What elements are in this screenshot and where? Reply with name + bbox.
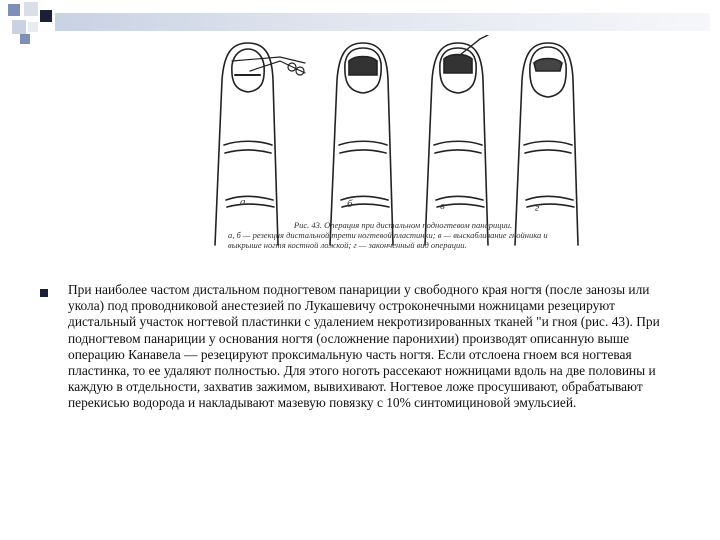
header-gradient-bar — [55, 13, 710, 31]
finger-d-drawing — [515, 43, 578, 245]
finger-c-drawing — [425, 35, 488, 245]
body-paragraph: При наиболее частом дистальном подногтевом панариции у свободного края ногтя (после занозы или укола) под проводниковой анестезией по Лукашевичу остроконечными ножницами резецируют дистальный участок ногтевой пластинки с удалением некротизированных тканей "и гноя (рис. 43). При подногтевом панариции у основания ногтя (осложнение паронихии) производят описанную выше операцию Канавела — резецируют проксимальную часть ногтя. Если отслоена гноем вся ногтевая пластинка, то ее удаляют полностью. Для этого ноготь рассекают ножницами вдоль на две половины и каждую в отдельности, захватив зажимом, вывихивают. Ногтевое ложе просушивают, обрабатывают перекисью водорода и накладывают мазевую повязку с 10% синтомициновой эмульсией. — [68, 282, 660, 411]
decor-square-2 — [24, 2, 38, 16]
panel-letter-a: а — [240, 196, 246, 208]
figure-caption — [228, 220, 578, 250]
decor-square-5 — [28, 22, 38, 32]
panel-letter-d: г — [535, 202, 540, 214]
decor-square-1 — [8, 4, 20, 16]
decor-square-6 — [20, 34, 30, 44]
finger-a-drawing — [215, 43, 305, 245]
caption-body: а, б — резекция дистальной трети ногтевой пластинки; в — выскабливание гнойника и выкрыше ногтя костной ложкой; г — законченный вид операции. — [228, 230, 548, 250]
caption-title: Рис. 43. Операция при дистальном подногтевом панариции. — [293, 220, 513, 230]
decor-square-4 — [12, 20, 26, 34]
finger-b-drawing — [330, 43, 393, 245]
bullet-marker — [40, 289, 48, 297]
decor-square-3 — [40, 10, 52, 22]
panel-letter-c: в — [440, 200, 445, 212]
panel-letter-b: б — [347, 198, 353, 210]
